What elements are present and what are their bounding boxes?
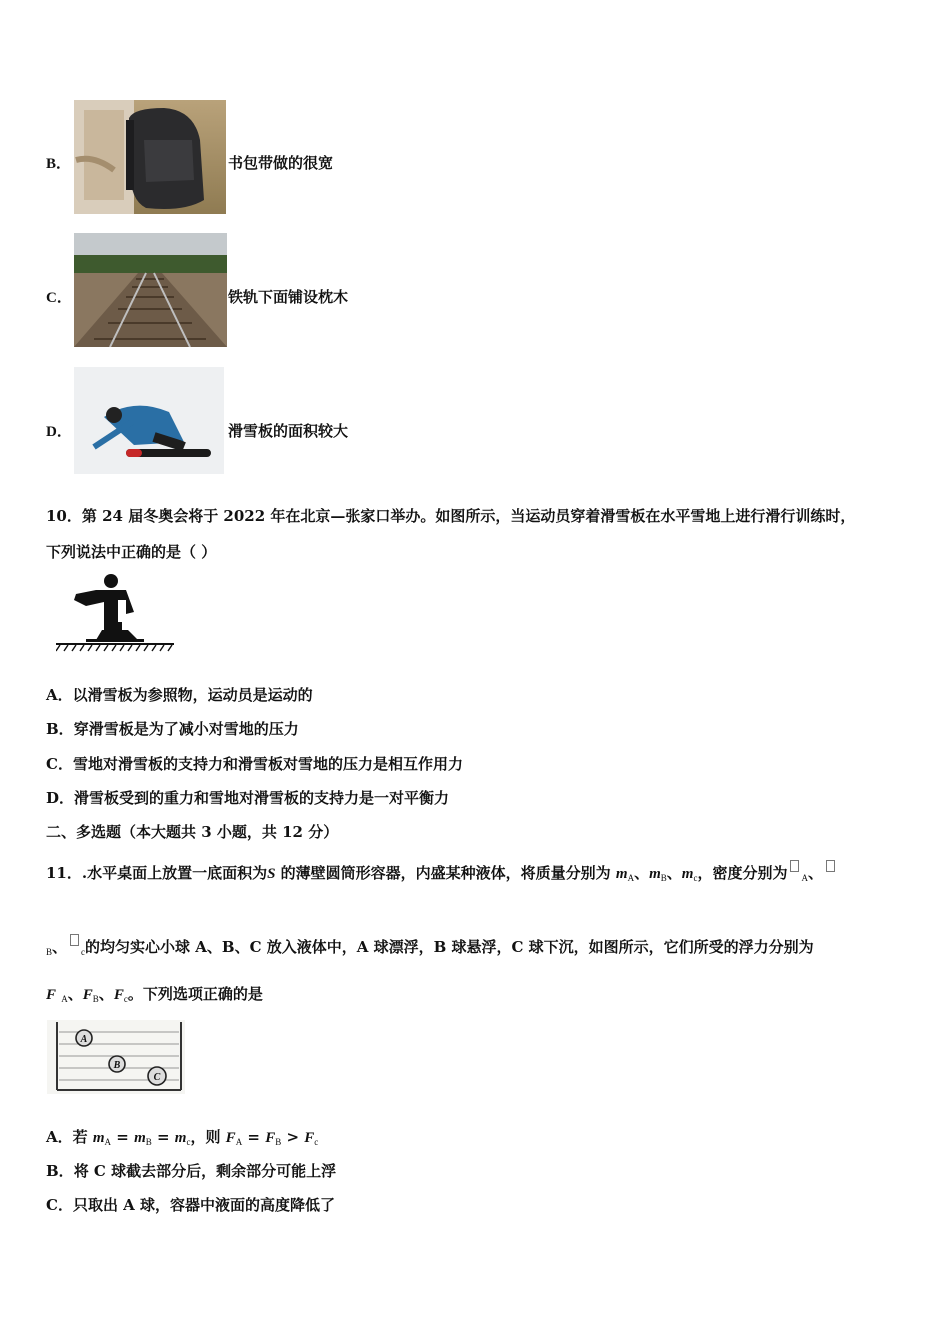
- q11-stem-line3: F $_A$、$F_B$、$F_c$。下列选项正确的是: [46, 985, 263, 1004]
- option-c-letter: C．: [46, 290, 72, 306]
- q11-stem-line2: $_B$、 $_c$的均匀实心小球 A、B、C 放入液体中，A 球漂浮，B 球悬浮，C 球下沉，如图所示，它们所受的浮力分别为: [46, 934, 814, 957]
- rho-glyph-icon: [70, 934, 79, 946]
- q11-option-a: A．若 $m_A = m_B = m_c$，则 $F_A = F_B > F_c$: [46, 1128, 319, 1147]
- q10-option-a: A．以滑雪板为参照物，运动员是运动的: [46, 686, 313, 704]
- snowboarder-photo: [74, 367, 224, 474]
- q10-option-d: D．滑雪板受到的重力和雪地对滑雪板的支持力是一对平衡力: [46, 789, 450, 807]
- q11-option-b: B．将 C 球截去部分后，剩余部分可能上浮: [46, 1162, 337, 1180]
- q10-stem-line1: 10．第 24 届冬奥会将于 2022 年在北京—张家口举办。如图所示，当运动员穿着滑雪板在水平雪地上进行滑行训练时，: [46, 507, 856, 525]
- option-b-letter: B．: [46, 156, 72, 172]
- snowboarder-figure: [56, 572, 176, 654]
- q11-stem-line1: 11．.水平桌面上放置一底面积为S 的薄壁圆筒形容器，内盛某种液体，将质量分别为 $m_A$、$m_B$、$m_c$，密度分别为 $_A$、: [46, 860, 837, 883]
- rho-glyph-icon: [790, 860, 799, 872]
- q10-option-b: B．穿滑雪板是为了减小对雪地的压力: [46, 720, 299, 738]
- q10-option-c: C．雪地对滑雪板的支持力和滑雪板对雪地的压力是相互作用力: [46, 755, 463, 773]
- q10-stem-line2: 下列说法中正确的是（ ）: [46, 543, 217, 561]
- ball-a-label: A: [80, 1034, 88, 1045]
- rho-glyph-icon: [826, 860, 835, 872]
- ball-c-label: C: [153, 1072, 161, 1083]
- ball-b-label: B: [113, 1060, 121, 1071]
- option-c-text: 铁轨下面铺设枕木: [228, 288, 349, 306]
- q11-option-c: C．只取出 A 球，容器中液面的高度降低了: [46, 1196, 336, 1214]
- liquid-container-figure: [47, 1020, 185, 1094]
- section-heading-multiple-choice: 二、多选题（本大题共 3 小题，共 12 分）: [46, 823, 339, 841]
- option-d-letter: D．: [46, 424, 72, 440]
- option-b-text: 书包带做的很宽: [228, 154, 334, 172]
- railway-photo: [74, 233, 227, 347]
- backpack-photo: [74, 100, 226, 214]
- option-d-text: 滑雪板的面积较大: [228, 422, 349, 440]
